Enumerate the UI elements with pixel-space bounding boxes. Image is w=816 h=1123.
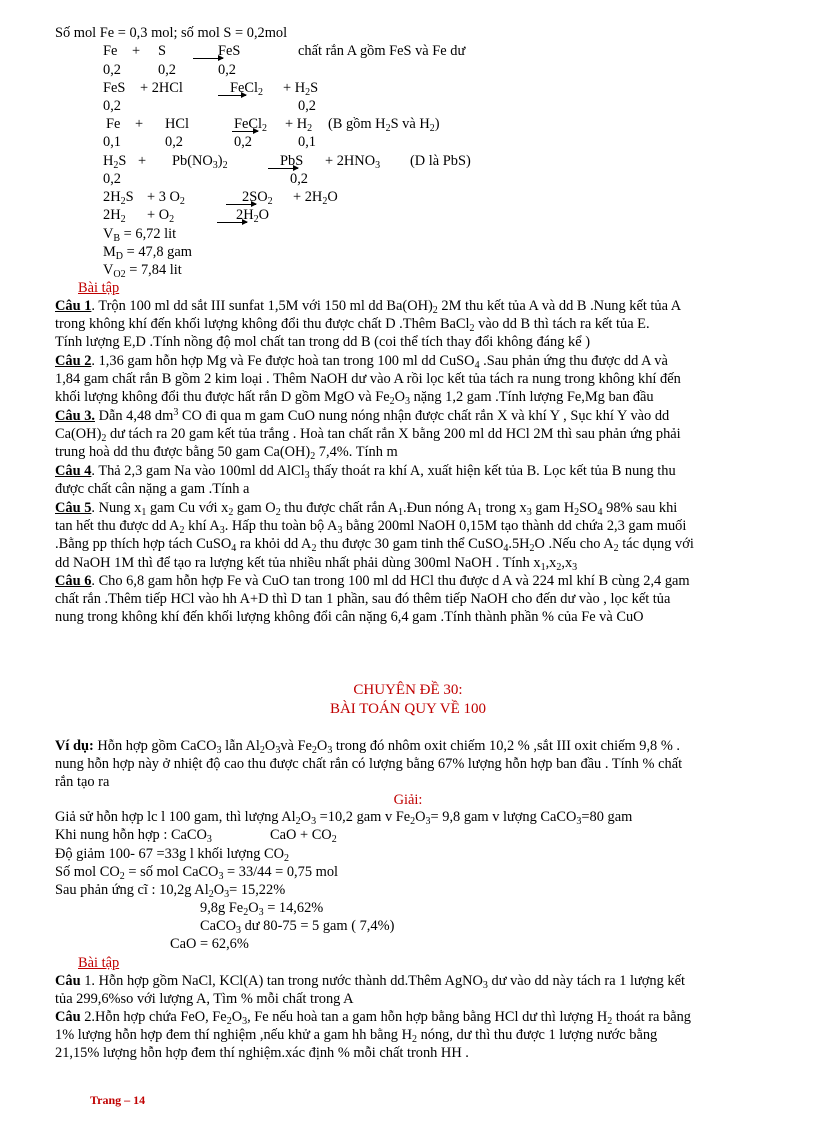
question-4: Câu 4. Thả 2,3 gam Na vào 100ml dd AlCl$_3$ thấy thoát ra khí A, xuất hiện kết tủa B. Lọc kết tủa B nung thu được chất cân nặng a gam .Tính a xyxy=(55,463,676,498)
solution-line: Sau phản ứng cĩ : 10,2g $Al_2O_3= 15,22\%$ xyxy=(55,882,286,900)
question-3: Câu 3. Dẫn 4,48 $dm^3$ CO đi qua m gam CuO nung nóng nhận được chất rắn X và khí Y , Sục khí Y vào dd $Ca(OH)_2$ dư tách ra 20 gam kết tủa trắng . Hoà tan chất rắn X bằng 200 ml dd HCl 2M thì sau phản ứng phải trung hoà dd thu được bằng 50 gam $Ca(OH)_2$ 7,4%. Tính m xyxy=(55,407,681,463)
exercise-1: Câu 1. Hỗn hợp gồm NaCl, KCl(A) tan trong nước thành dd.Thêm AgNO$_3$ dư vào dd này tách ra 1 lượng kết tủa 299,6%so với lượng A, Tìm % mỗi chất trong A xyxy=(55,973,685,1008)
chapter-number: CHUYÊN ĐỀ 30: xyxy=(353,682,463,698)
solution-line: CaO + $CO_2$ xyxy=(270,827,337,845)
question-1: Câu 1. Trộn 100 ml dd sắt III sunfat 1,5M với 150 ml dd $Ba(OH)_2$ 2M thu kết tủa A và dd B .Nung kết tủa A trong không khí đến khối lượng không đổi thu được chất D .Thêm BaCl$_2$ vào dd B thì tách ra kết tủa E. Tính lượng E,D .Tính nồng độ mol chất tan trong dd B (coi thể tích thay đổi không đáng kể ) xyxy=(55,298,682,351)
section-heading: Bài tập xyxy=(78,955,120,971)
question-5: Câu 5. Nung $x_1$ gam Cu với $x_2$ gam $O_2$ thu được chất rắn $A_1.Đun$ nóng $A_1$ trong $x_3$ gam $H_2SO_4$ 98% sau khi tan hết thu được dd $A_2$ khí $A_3$. Hấp thu toàn bộ $A_3$ bằng 200ml NaOH 0,15M tạo thành dd chứa 2,3 gam muối .Bằng pp thích hợp tách CuSO$_4$ ra khỏi dd $A_2$ thu được 30 gam tinh thể $CuSO_4.5H_2O$ .Nếu cho $A_2$ tác dụng với dd NaOH 1M thì để tạo ra lượng kết tủa nhiều nhất phải dùng 300ml NaOH . Tính $x_1,x_2,x_3$ xyxy=(55,500,694,573)
solution-line: Số mol $CO_2$ = số mol CaCO$_3$ = 33/44 = 0,75 mol xyxy=(55,864,339,882)
solution-line: Giả sử hỗn hợp lc l 100 gam, thì lượng $Al_2O_3 =10,2$ gam v $Fe_2O_3= 9,8$ gam v lượng CaCO$_3$=80 gam xyxy=(55,809,633,827)
chapter-title: BÀI TOÁN QUY VỀ 100 xyxy=(329,701,487,717)
solution-heading: Giải: xyxy=(393,792,423,808)
intro-line: Số mol Fe = 0,3 mol; số mol S = 0,2mol xyxy=(55,25,288,41)
solution-line: Độ giảm 100- 67 =33g l khối lượng $CO_2$ xyxy=(55,846,289,864)
example: Ví dụ: Hỗn hợp gồm CaCO$_3$ lẫn $Al_2O_3và$ $Fe_2O_3$ trong đó nhôm oxit chiếm 10,2 % ,sắt III oxit chiếm 9,8 % . nung hỗn hợp này ở nhiệt độ cao thu được chất rắn có lượng bằng 67% lượng hỗn hợp ban đầu . Tính % chất rắn tạo ra xyxy=(55,738,683,791)
solution-line: Khi nung hỗn hợp : CaCO$_3$ xyxy=(55,827,212,845)
question-2: Câu 2. 1,36 gam hỗn hợp Mg và Fe được hoà tan trong 100 ml dd CuSO$_4$ .Sau phản ứng thu được dd A và 1,84 gam chất rắn B gồm 2 kim loại . Thêm NaOH dư vào A rồi lọc kết tủa tách ra nung trong không khí đến khối lượng không đổi thu được hất rắn D gồm MgO và $Fe_2O_3$ nặng 1,2 gam .Tính lượng Fe,Mg ban đầu xyxy=(55,353,681,408)
eq-fe-s-a: Fe xyxy=(103,43,118,59)
page-number: Trang – 14 xyxy=(90,1093,146,1107)
solution-line: 9,8g $Fe_2O_3 = 14,62\%$ xyxy=(200,900,324,918)
solution-line: CaCO$_3$ dư 80-75 = 5 gam ( 7,4%) xyxy=(200,918,395,936)
solution-line: CaO = 62,6% xyxy=(170,936,249,952)
exercise-2: Câu 2.Hỗn hợp chứa FeO, $Fe_2O_3$, Fe nếu hoà tan a gam hỗn hợp bằng bằng HCl dư thì lượng $H_2$ thoát ra bằng 1% lượng hỗn hợp đem thí nghiệm ,nếu khử a gam hh bằng $H_2$ nóng, dư thì thu được 1 lượng nước bằng 21,15% lượng hỗn hợp đem thí nghiệm.xác định % mỗi chất tronh HH . xyxy=(55,1009,691,1062)
question-6: Câu 6. Cho 6,8 gam hỗn hợp Fe và CuO tan trong 100 ml dd HCl thu được d A và 224 ml khí B cùng 2,4 gam chất rắn .Thêm tiếp HCl vào hh A+D thì D tan 1 phần, sau đó thêm tiếp NaOH cho đến dư vào , lọc kết tủa nung trong không khí đến khối lượng không đổi cân nặng 6,4 gam .Tính thành phần % của Fe và CuO xyxy=(55,573,690,626)
section-heading: Bài tập xyxy=(78,280,120,296)
